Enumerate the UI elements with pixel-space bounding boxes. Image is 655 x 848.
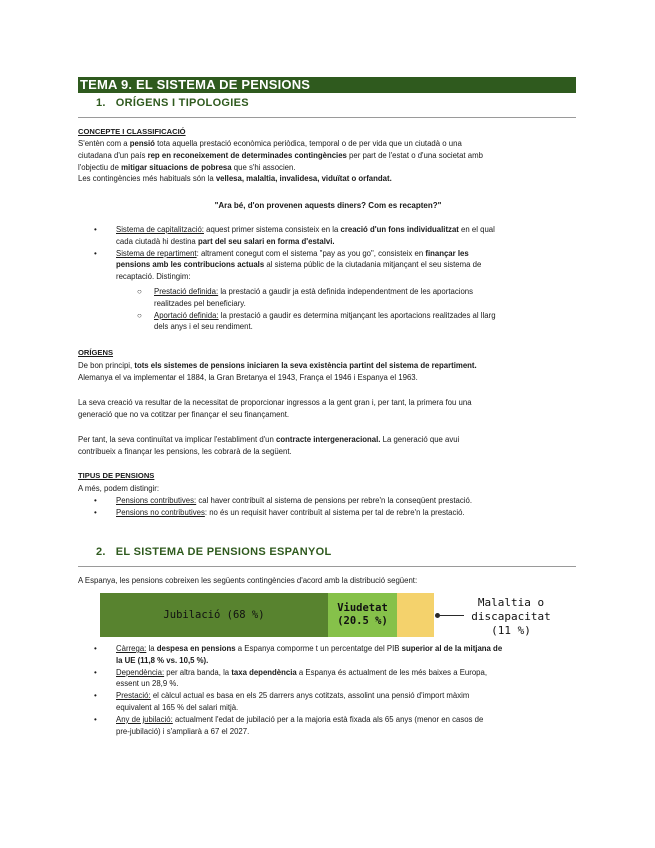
bullet-icon: •: [94, 691, 97, 701]
section-2-title: EL SISTEMA DE PENSIONS ESPANYOL: [115, 546, 332, 558]
bullet-icon: •: [94, 714, 97, 724]
section-1-number: 1.: [96, 97, 106, 109]
concepte-heading: CONCEPTE I CLASSIFICACIÓ: [78, 127, 186, 136]
origens-paragraph-1: De bon principi, tots els sistemes de pensions iniciaren la seva existència partint del sistema de repartiment. Alemanya el va implementar el 1884, la Gran Bretanya el 1943, França el 1946 i Espanya el 1963.: [78, 361, 477, 382]
list-item: ○ Prestació definida: la prestació a gaudir ja està definida independentment de les aportacions realitzades pel beneficiary.: [137, 287, 474, 308]
list-item: • Pensions contributives: cal haver contribuït al sistema de pensions per rebre'n la conseqüent prestació.: [94, 496, 473, 505]
list-item: • Sistema de capitalització: aquest primer sistema consisteix en la creació d'un fons individualitzat en el qual cada ciutadà hi destina part del seu salari en forma d'estalvi.: [94, 225, 495, 246]
section-2-heading: [96, 546, 331, 558]
bar-malaltia: [397, 593, 434, 637]
bullet-icon: •: [94, 496, 97, 505]
circle-bullet-icon: ○: [137, 310, 142, 320]
bar-jubilacio-label: Jubilació (68 %): [163, 609, 265, 621]
list-item: • Sistema de repartiment: altrament conegut com el sistema "pay as you go", consisteix en finançar les pensions amb les contribucions actuals al sistema públic de la ciutadania mitjançant el seu sistema de recaptació. Distingim:: [94, 248, 482, 282]
pension-types-list: [94, 495, 576, 519]
bar-viudetat: [328, 593, 397, 637]
circle-bullet-icon: ○: [137, 287, 142, 296]
section-1-rule: [78, 117, 576, 118]
concepte-quote: "Ara bé, d'on provenen aquests diners? Com es recapten?": [214, 201, 442, 210]
list-item: • Dependència: per altra banda, la taxa dependència a Espanya és actualment de les més baixes a Europa, essent un 28,9 %.: [94, 667, 488, 689]
bar-jubilacio: [100, 593, 328, 637]
section-2-rule: [78, 566, 576, 567]
origens-paragraph-3: Per tant, la seva continuïtat va implicar l'establiment d'un contracte intergeneracional. La generació que avui contribueix a finançar les pensions, les cobrarà de la següent.: [78, 435, 460, 456]
spanish-system-list: [94, 643, 578, 737]
funding-systems-list: [94, 224, 576, 283]
prestacio-types-list: [137, 286, 576, 333]
list-item: • Any de jubilació: actualment l'edat de jubilació per a la majoria està fixada als 65 anys (menor en casos de pre-jubilació) i s'ampliarà a 67 el 2027.: [94, 714, 484, 736]
origens-heading: ORÍGENS: [78, 348, 114, 357]
callout-line: [438, 615, 464, 616]
tipus-intro: A més, podem distingir:: [78, 484, 160, 493]
bullet-icon: •: [94, 667, 97, 677]
section-1-heading: [96, 97, 249, 109]
section-2-intro: A Espanya, les pensions cobreixen les següents contingències d'acord amb la distribució següent:: [78, 576, 418, 585]
section-2-number: 2.: [96, 546, 106, 558]
tipus-heading: TIPUS DE PENSIONS: [78, 471, 155, 480]
list-item: • Càrrega: la despesa en pensions a Espanya comporme t un percentatge del PIB superior al de la mitjana de la UE (11,8 % vs. 10,5 %).: [94, 644, 503, 665]
bullet-icon: •: [94, 644, 97, 653]
concepte-definition: S'entèn com a pensió tota aquella prestació econòmica periòdica, temporal o de per vida que un ciutadà o una ciutadana d'un país rep en reconeixement de determinades contingències per part de l'estat o d'una societat amb l'objectiu de mitigar situacions de pobresa que s'hi associen. Les contingències més habituals són la vellesa, malaltia, invalidesa, viduïtat o orfandat.: [78, 139, 483, 184]
bar-viudetat-value: (20.5 %): [337, 615, 388, 627]
bullet-icon: •: [94, 225, 97, 234]
section-1-title: ORÍGENS I TIPOLOGIES: [115, 97, 249, 109]
list-item: • Prestació: el càlcul actual es basa en els 25 darrers anys cotitzats, assolint una pensió d'import màxim equivalent al 165 % del salari mitjà.: [94, 691, 470, 712]
bullet-icon: •: [94, 507, 97, 517]
bullet-icon: •: [94, 248, 97, 258]
list-item: ○ Aportació definida: la prestació a gaudir es determina mitjançant les aportacions realitzades al llarg dels anys i el seu rendiment.: [137, 310, 496, 332]
pension-distribution-chart: [100, 593, 560, 637]
document-title: TEMA 9. EL SISTEMA DE PENSIONS: [78, 77, 576, 93]
list-item: • Pensions no contributives: no és un requisit haver contribuït al sistema per tal de rebre'n la prestació.: [94, 507, 465, 517]
origens-paragraph-2: La seva creació va resultar de la necessitat de proporcionar ingressos a la gent gran i, per tant, la primera fou una generació que no va cotitzar per finançar el seu finançament.: [78, 398, 472, 419]
bar-viudetat-label: Viudetat: [337, 602, 388, 614]
callout-malaltia-label: Malaltia o discapacitat (11 %): [471, 596, 551, 637]
